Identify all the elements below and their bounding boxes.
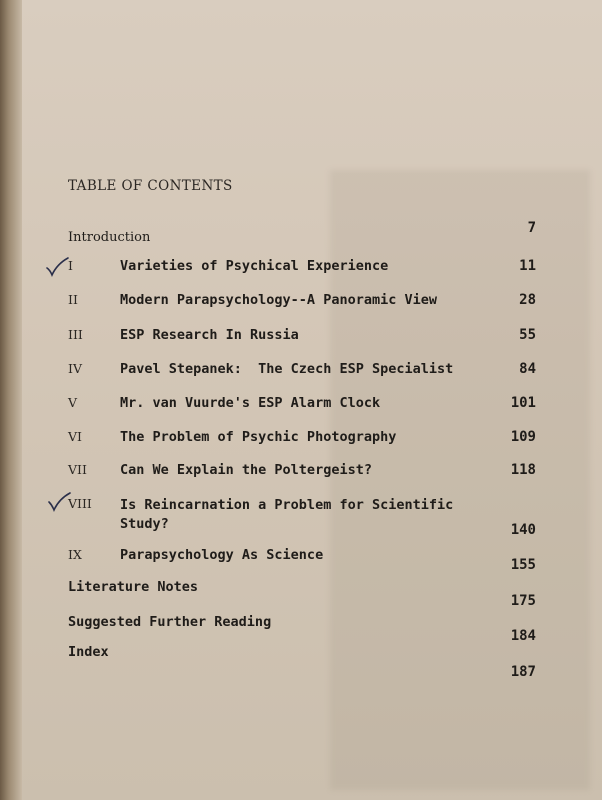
entry-page: 155 <box>510 557 536 573</box>
entry-title: Index <box>68 644 109 660</box>
toc-entry-chapter-2 <box>0 292 602 314</box>
toc-entry-chapter-7 <box>0 462 602 484</box>
entry-numeral: VIII <box>68 496 92 511</box>
pen-checkmark-icon <box>44 256 70 278</box>
entry-title: Introduction <box>68 230 151 245</box>
entry-numeral: IX <box>68 547 82 562</box>
entry-title: Parapsychology As Science <box>120 547 324 563</box>
entry-title: The Problem of Psychic Photography <box>120 429 397 445</box>
toc-entry-chapter-1 <box>0 258 602 280</box>
entry-numeral: I <box>68 258 73 273</box>
toc-entry-chapter-5 <box>0 395 602 417</box>
entry-title: Suggested Further Reading <box>68 614 272 630</box>
toc-entry-literature-notes <box>0 579 602 609</box>
entry-page: 101 <box>510 395 536 411</box>
entry-title: Pavel Stepanek: The Czech ESP Specialist <box>120 361 454 377</box>
entry-title: ESP Research In Russia <box>120 327 299 343</box>
entry-numeral: III <box>68 327 83 342</box>
entry-page: 118 <box>510 462 536 478</box>
entry-title: Is Reincarnation a Problem for Scientific Study? <box>120 497 454 532</box>
entry-title: Literature Notes <box>68 579 199 595</box>
toc-entry-introduction <box>0 220 602 252</box>
toc-entry-further-reading <box>0 614 602 644</box>
toc-entry-index <box>0 644 602 680</box>
toc-entry-chapter-9 <box>0 547 602 573</box>
entry-numeral: IV <box>68 361 82 376</box>
entry-title: Can We Explain the Poltergeist? <box>120 462 372 478</box>
entry-page: 184 <box>510 628 536 644</box>
entry-page: 55 <box>519 327 536 343</box>
entry-page: 28 <box>519 292 536 308</box>
entry-title: Mr. van Vuurde's ESP Alarm Clock <box>120 395 381 411</box>
entry-numeral: VII <box>68 462 87 477</box>
entry-page: 140 <box>510 522 536 538</box>
toc-heading: TABLE OF CONTENTS <box>68 178 233 194</box>
entry-page: 187 <box>510 664 536 680</box>
entry-numeral: V <box>68 395 78 410</box>
entry-page: 175 <box>510 593 536 609</box>
entry-page: 109 <box>510 429 536 445</box>
entry-numeral: II <box>68 292 78 307</box>
toc-entry-chapter-6 <box>0 429 602 451</box>
entry-page: 11 <box>519 258 536 274</box>
entry-title: Modern Parapsychology--A Panoramic View <box>120 292 437 308</box>
entry-numeral: VI <box>68 429 82 444</box>
toc-entry-chapter-4 <box>0 361 602 383</box>
entry-title: Varieties of Psychical Experience <box>120 258 389 274</box>
toc-entry-chapter-3 <box>0 327 602 349</box>
entry-page: 84 <box>519 361 536 377</box>
entry-page: 7 <box>527 220 536 236</box>
